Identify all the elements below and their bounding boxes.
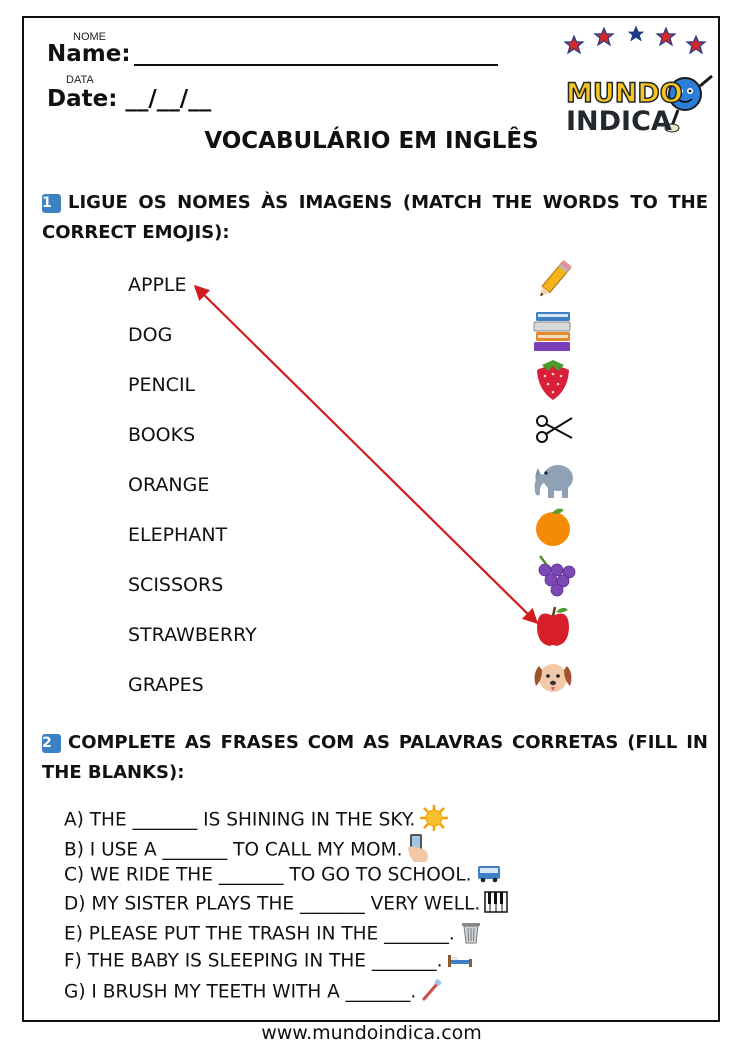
section-1-number-badge: 1 — [42, 194, 61, 213]
match-word-grapes[interactable]: GRAPES — [128, 674, 204, 696]
section-2-instruction-text: COMPLETE AS FRASES COM AS PALAVRAS CORRETAS (FILL IN THE BLANKS): — [42, 732, 708, 783]
match-word-elephant[interactable]: ELEPHANT — [128, 524, 228, 546]
name-small-label: NOME — [73, 31, 106, 43]
sentence-e[interactable] — [64, 920, 483, 949]
sentence-d-text: D) MY SISTER PLAYS THE _______ VERY WELL. — [64, 893, 481, 915]
piano-icon — [484, 891, 508, 918]
toothbrush-icon — [420, 978, 444, 1007]
trash-can-icon — [459, 920, 483, 949]
sentence-f-text: F) THE BABY IS SLEEPING IN THE _______. — [64, 950, 443, 972]
section-1-instruction-text: LIGUE OS NOMES ÀS IMAGENS (MATCH THE WORDS TO THE CORRECT EMOJIS): — [42, 192, 708, 243]
match-word-apple[interactable]: APPLE — [128, 274, 187, 296]
sentence-b-text: B) I USE A _______ TO CALL MY MOM. — [64, 839, 403, 861]
bed-icon — [447, 949, 473, 974]
match-word-strawberry[interactable]: STRAWBERRY — [128, 624, 257, 646]
date-small-label: DATA — [66, 74, 94, 86]
match-word-scissors[interactable]: SCISSORS — [128, 574, 224, 596]
date-field[interactable]: Date: __/__/__ — [47, 86, 212, 112]
page-title: VOCABULÁRIO EM INGLÊS — [204, 128, 539, 154]
footer-url[interactable]: www.mundoindica.com — [261, 1022, 482, 1044]
sentence-c[interactable] — [64, 862, 502, 889]
match-word-pencil[interactable]: PENCIL — [128, 374, 196, 396]
sentence-f[interactable] — [64, 949, 473, 974]
sentence-g-text: G) I BRUSH MY TEETH WITH A _______. — [64, 981, 417, 1003]
name-label: Name: — [47, 41, 131, 67]
sentence-c-text: C) WE RIDE THE _______ TO GO TO SCHOOL. — [64, 864, 472, 886]
sentence-d[interactable] — [64, 891, 508, 918]
logo-word-1: MUNDO — [566, 78, 683, 109]
bus-icon — [476, 862, 502, 889]
logo-word-2: INDICA — [566, 106, 672, 137]
sentence-e-text: E) PLEASE PUT THE TRASH IN THE _______. — [64, 923, 455, 945]
section-2-number-badge: 2 — [42, 734, 61, 753]
match-word-orange[interactable]: ORANGE — [128, 474, 210, 496]
match-word-dog[interactable]: DOG — [128, 324, 173, 346]
sentence-a-text: A) THE _______ IS SHINING IN THE SKY. — [64, 809, 416, 831]
match-word-books[interactable]: BOOKS — [128, 424, 196, 446]
section-2-instruction — [42, 728, 708, 788]
sentence-g[interactable] — [64, 978, 444, 1007]
